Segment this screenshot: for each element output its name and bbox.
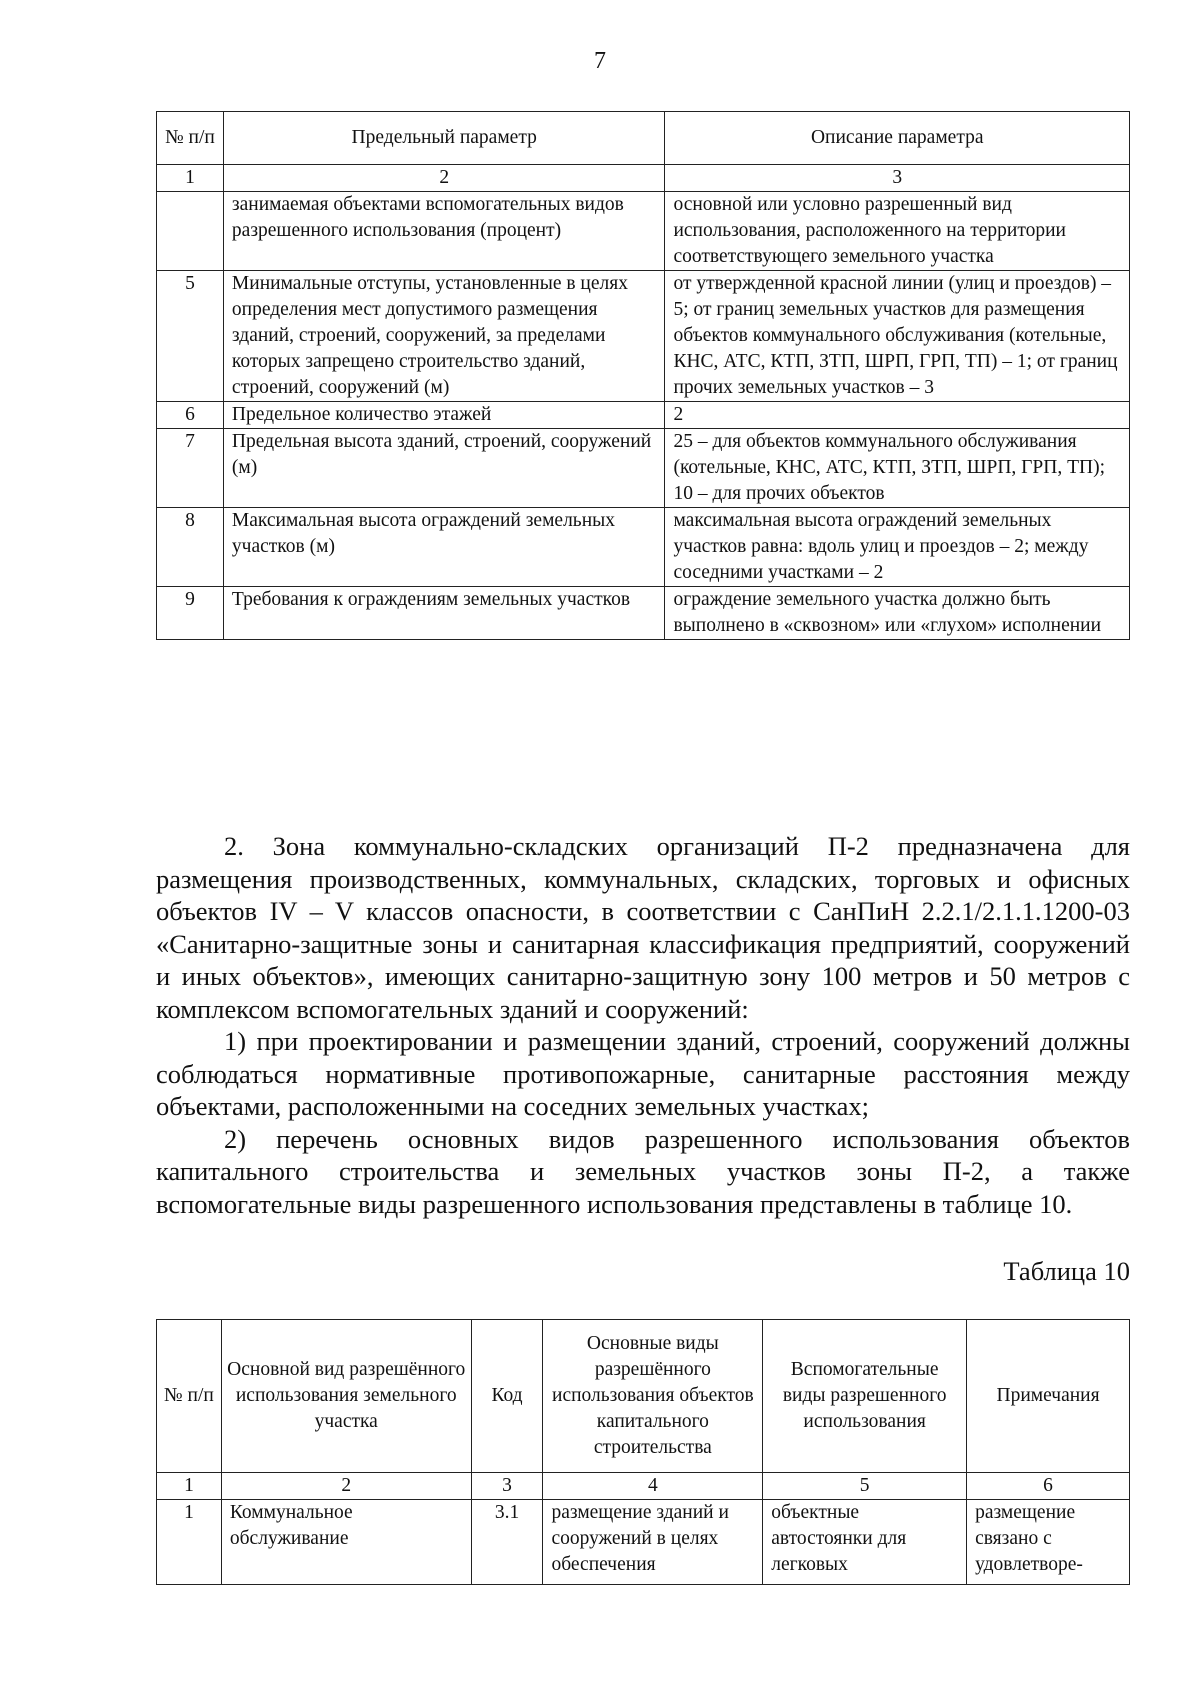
row-description: основной или условно разрешенный вид использования, расположенного на территории соответствующего земельного участка: [665, 192, 1130, 271]
row-number: 5: [157, 271, 224, 402]
table-header-row: [157, 112, 1130, 165]
index-cell: 3: [471, 1473, 543, 1500]
row-number: 1: [157, 1500, 222, 1585]
row-number: 8: [157, 508, 224, 587]
index-cell: 6: [967, 1473, 1130, 1500]
row-number: 6: [157, 402, 224, 429]
row-capital-use: размещение зданий и сооружений в целях обеспечения: [543, 1500, 763, 1585]
index-cell: 2: [221, 1473, 471, 1500]
header-number: № п/п: [157, 112, 224, 165]
table-row: [157, 192, 1130, 271]
header-notes: Примечания: [967, 1320, 1130, 1473]
index-cell: 1: [157, 165, 224, 192]
table-row: [157, 508, 1130, 587]
row-number: 9: [157, 587, 224, 640]
row-description: от утвержденной красной линии (улиц и проездов) – 5; от границ земельных участков для размещения объектов коммунального обслуживания (котельные, КНС, АТС, КТП, ЗТП, ШРП, ГРП, ТП) – 1; от границ прочих земельных участков – 3: [665, 271, 1130, 402]
table-caption: Таблица 10: [1003, 1256, 1130, 1286]
row-parameter: Предельное количество этажей: [223, 402, 665, 429]
index-cell: 3: [665, 165, 1130, 192]
row-parameter: занимаемая объектами вспомогательных видов разрешенного использования (процент): [223, 192, 665, 271]
row-main-use: Коммунальное обслуживание: [221, 1500, 471, 1585]
header-number: № п/п: [157, 1320, 222, 1473]
column-index-row: [157, 165, 1130, 192]
row-parameter: Максимальная высота ограждений земельных участков (м): [223, 508, 665, 587]
row-code: 3.1: [471, 1500, 543, 1585]
table-row: [157, 271, 1130, 402]
row-parameter: Требования к ограждениям земельных участков: [223, 587, 665, 640]
row-parameter: Предельная высота зданий, строений, сооружений (м): [223, 429, 665, 508]
paragraph-zone-p2: 2. Зона коммунально-складских организаций П-2 предназначена для размещения производственных, коммунальных, складских, торговых и офисных объектов IV – V классов опасности, в соответствии с СанПиН 2.2.1/2.1.1.1200-03 «Санитарно-защитные зоны и санитарная классификация предприятий, сооружений и иных объектов», имеющих санитарно-защитную зону 100 метров и 50 метров с комплексом вспомогательных зданий и сооружений:: [156, 831, 1130, 1024]
row-notes: размещение связано с удовлетворе-: [967, 1500, 1130, 1585]
paragraph-item-1: 1) при проектировании и размещении зданий, строений, сооружений должны соблюдаться нормативные противопожарные, санитарные расстояния между объектами, расположенными на соседних земельных участках;: [156, 1026, 1130, 1121]
header-auxiliary-use: Вспомогательные виды разрешенного использования: [763, 1320, 967, 1473]
land-use-table: [156, 1319, 1130, 1585]
row-description: 25 – для объектов коммунального обслуживания (котельные, КНС, АТС, КТП, ЗТП, ШРП, ГРП, ТП); 10 – для прочих объектов: [665, 429, 1130, 508]
index-cell: 5: [763, 1473, 967, 1500]
table-row: [157, 429, 1130, 508]
row-number: [157, 192, 224, 271]
paragraph-item-2: 2) перечень основных видов разрешенного использования объектов капитального строительства и земельных участков зоны П-2, а также вспомогательные виды разрешенного использования представлены в таблице 10.: [156, 1123, 1130, 1219]
page-number: 7: [594, 48, 606, 74]
index-cell: 4: [543, 1473, 763, 1500]
table-row: [157, 402, 1130, 429]
index-cell: 1: [157, 1473, 222, 1500]
header-capital-use: Основные виды разрешённого использования объектов капитального строительства: [543, 1320, 763, 1473]
table-header-row: [157, 1320, 1130, 1473]
header-description: Описание параметра: [665, 112, 1130, 165]
table-row: [157, 587, 1130, 640]
column-index-row: [157, 1473, 1130, 1500]
row-description: ограждение земельного участка должно быть выполнено в «сквозном» или «глухом» исполнении: [665, 587, 1130, 640]
index-cell: 2: [223, 165, 665, 192]
header-code: Код: [471, 1320, 543, 1473]
body-text: [156, 830, 1130, 1220]
table-row: [157, 1500, 1130, 1585]
header-main-use: Основной вид разрешённого использования земельного участка: [221, 1320, 471, 1473]
row-description: 2: [665, 402, 1130, 429]
header-parameter: Предельный параметр: [223, 112, 665, 165]
row-parameter: Минимальные отступы, установленные в целях определения мест допустимого размещения зданий, строений, сооружений, за пределами которых запрещено строительство зданий, строений, сооружений (м): [223, 271, 665, 402]
row-description: максимальная высота ограждений земельных участков равна: вдоль улиц и проездов – 2; между соседними участками – 2: [665, 508, 1130, 587]
row-auxiliary-use: объектные автостоянки для легковых: [763, 1500, 967, 1585]
row-number: 7: [157, 429, 224, 508]
parameters-table: [156, 111, 1130, 640]
